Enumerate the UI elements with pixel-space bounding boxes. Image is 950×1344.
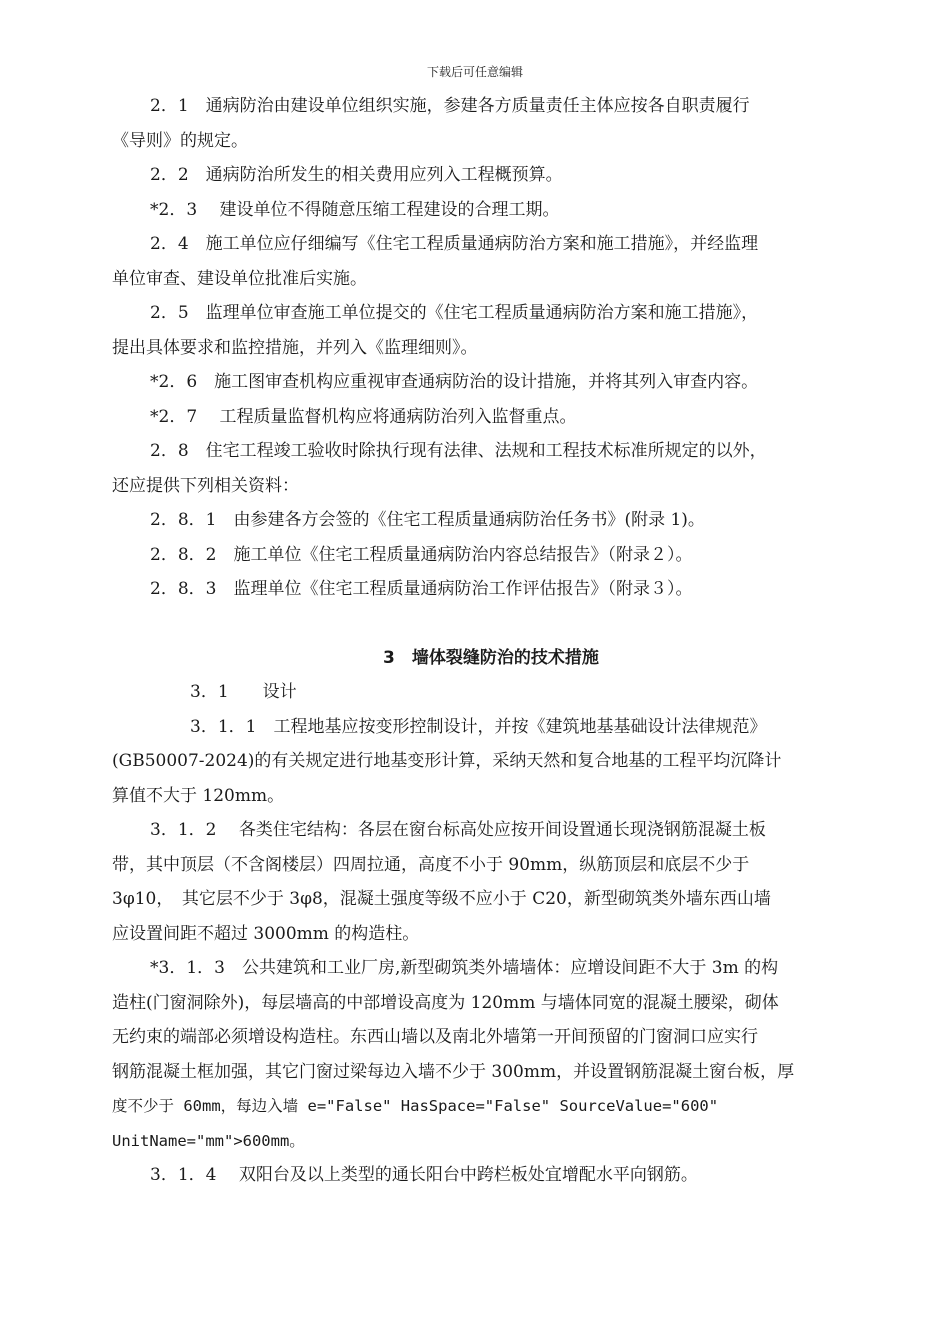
- clause-3-1-1-line-1: 3．1．1 工程地基应按变形控制设计，并按《建筑地基基础设计法律规范》: [190, 716, 767, 737]
- clause-2-6: *2．6 施工图审查机构应重视审查通病防治的设计措施，并将其列入审查内容。: [150, 372, 759, 392]
- clause-2-5-line-2: 提出具体要求和监控措施，并列入《监理细则》。: [112, 337, 478, 358]
- clause-2-8-line-1: 2．8 住宅工程竣工验收时除执行现有法律、法规和工程技术标准所规定的以外，: [150, 441, 767, 461]
- clause-3-1-3-line-5: 度不少于 60mm，每边入墙 e="False" HasSpace="False" SourceValue="600": [112, 1097, 719, 1115]
- clause-3-1-heading: 3．1 设计: [190, 682, 297, 702]
- clause-2-8-1: 2．8．1 由参建各方会签的《住宅工程质量通病防治任务书》(附录 1)。: [150, 510, 705, 530]
- clause-2-1-line-2: 《导则》的规定。: [112, 130, 248, 151]
- clause-3-1-1-line-2: (GB50007-2024)的有关规定进行地基变形计算，采纳天然和复合地基的工程平均沉降计: [112, 751, 782, 771]
- clause-2-5-line-1: 2．5 监理单位审查施工单位提交的《住宅工程质量通病防治方案和施工措施》，: [150, 303, 759, 323]
- clause-2-8-line-2: 还应提供下列相关资料：: [112, 475, 299, 496]
- body-text: [112, 89, 857, 1193]
- clause-2-8-3: 2．8．3 监理单位《住宅工程质量通病防治工作评估报告》（附录３）。: [150, 579, 693, 599]
- clause-2-4-line-1: 2．4 施工单位应仔细编写《住宅工程质量通病防治方案和施工措施》，并经监理: [150, 234, 759, 254]
- clause-3-1-2-line-3: 3φ10， 其它层不少于 3φ8，混凝土强度等级不应小于 C20，新型砌筑类外墙东西山墙: [112, 889, 771, 909]
- header-note: 下载后可任意编辑: [426, 65, 523, 79]
- clause-3-1-3-line-2: 造柱(门窗洞除外)，每层墙高的中部增设高度为 120mm 与墙体同宽的混凝土腰梁，砌体: [112, 992, 779, 1013]
- clause-3-1-2-line-4: 应设置间距不超过 3000mm 的构造柱。: [112, 923, 420, 944]
- clause-2-2: 2．2 通病防治所发生的相关费用应列入工程概预算。: [150, 165, 563, 185]
- clause-3-1-3-line-3: 无约束的端部必须增设构造柱。东西山墙以及南北外墙第一开间预留的门窗洞口应实行: [112, 1027, 758, 1047]
- clause-2-7: *2．7 工程质量监督机构应将通病防治列入监督重点。: [150, 406, 577, 427]
- clause-3-1-2-line-2: 带，其中顶层（不含阁楼层）四周拉通，高度不小于 90mm，纵筋顶层和底层不少于: [112, 854, 750, 875]
- clause-2-3: *2．3 建设单位不得随意压缩工程建设的合理工期。: [150, 199, 560, 220]
- section-3-title: 3 墙体裂缝防治的技术措施: [383, 647, 599, 668]
- clause-2-4-line-2: 单位审查、建设单位批准后实施。: [112, 268, 367, 289]
- clause-2-8-2: 2．8．2 施工单位《住宅工程质量通病防治内容总结报告》（附录２）。: [150, 544, 693, 565]
- clause-3-1-2-line-1: 3．1．2 各类住宅结构：各层在窗台标高处应按开间设置通长现浇钢筋混凝土板: [150, 820, 766, 840]
- clause-3-1-3-line-6: UnitName="mm">600mm。: [112, 1131, 305, 1150]
- section-gap: [112, 607, 857, 641]
- clause-3-1-4: 3．1．4 双阳台及以上类型的通长阳台中跨栏板处宜增配水平向钢筋。: [150, 1165, 698, 1185]
- clause-2-1-line-1: 2．1 通病防治由建设单位组织实施，参建各方质量责任主体应按各自职责履行: [150, 96, 750, 116]
- clause-3-1-1-line-3: 算值不大于 120mm。: [112, 785, 285, 806]
- clause-3-1-3-line-1: *3．1．3 公共建筑和工业厂房,新型砌筑类外墙墙体：应增设间距不大于 3m 的构: [150, 958, 779, 978]
- clause-3-1-3-line-4: 钢筋混凝土框加强，其它门窗过梁每边入墙不少于 300mm，并设置钢筋混凝土窗台板，厚: [112, 1061, 795, 1082]
